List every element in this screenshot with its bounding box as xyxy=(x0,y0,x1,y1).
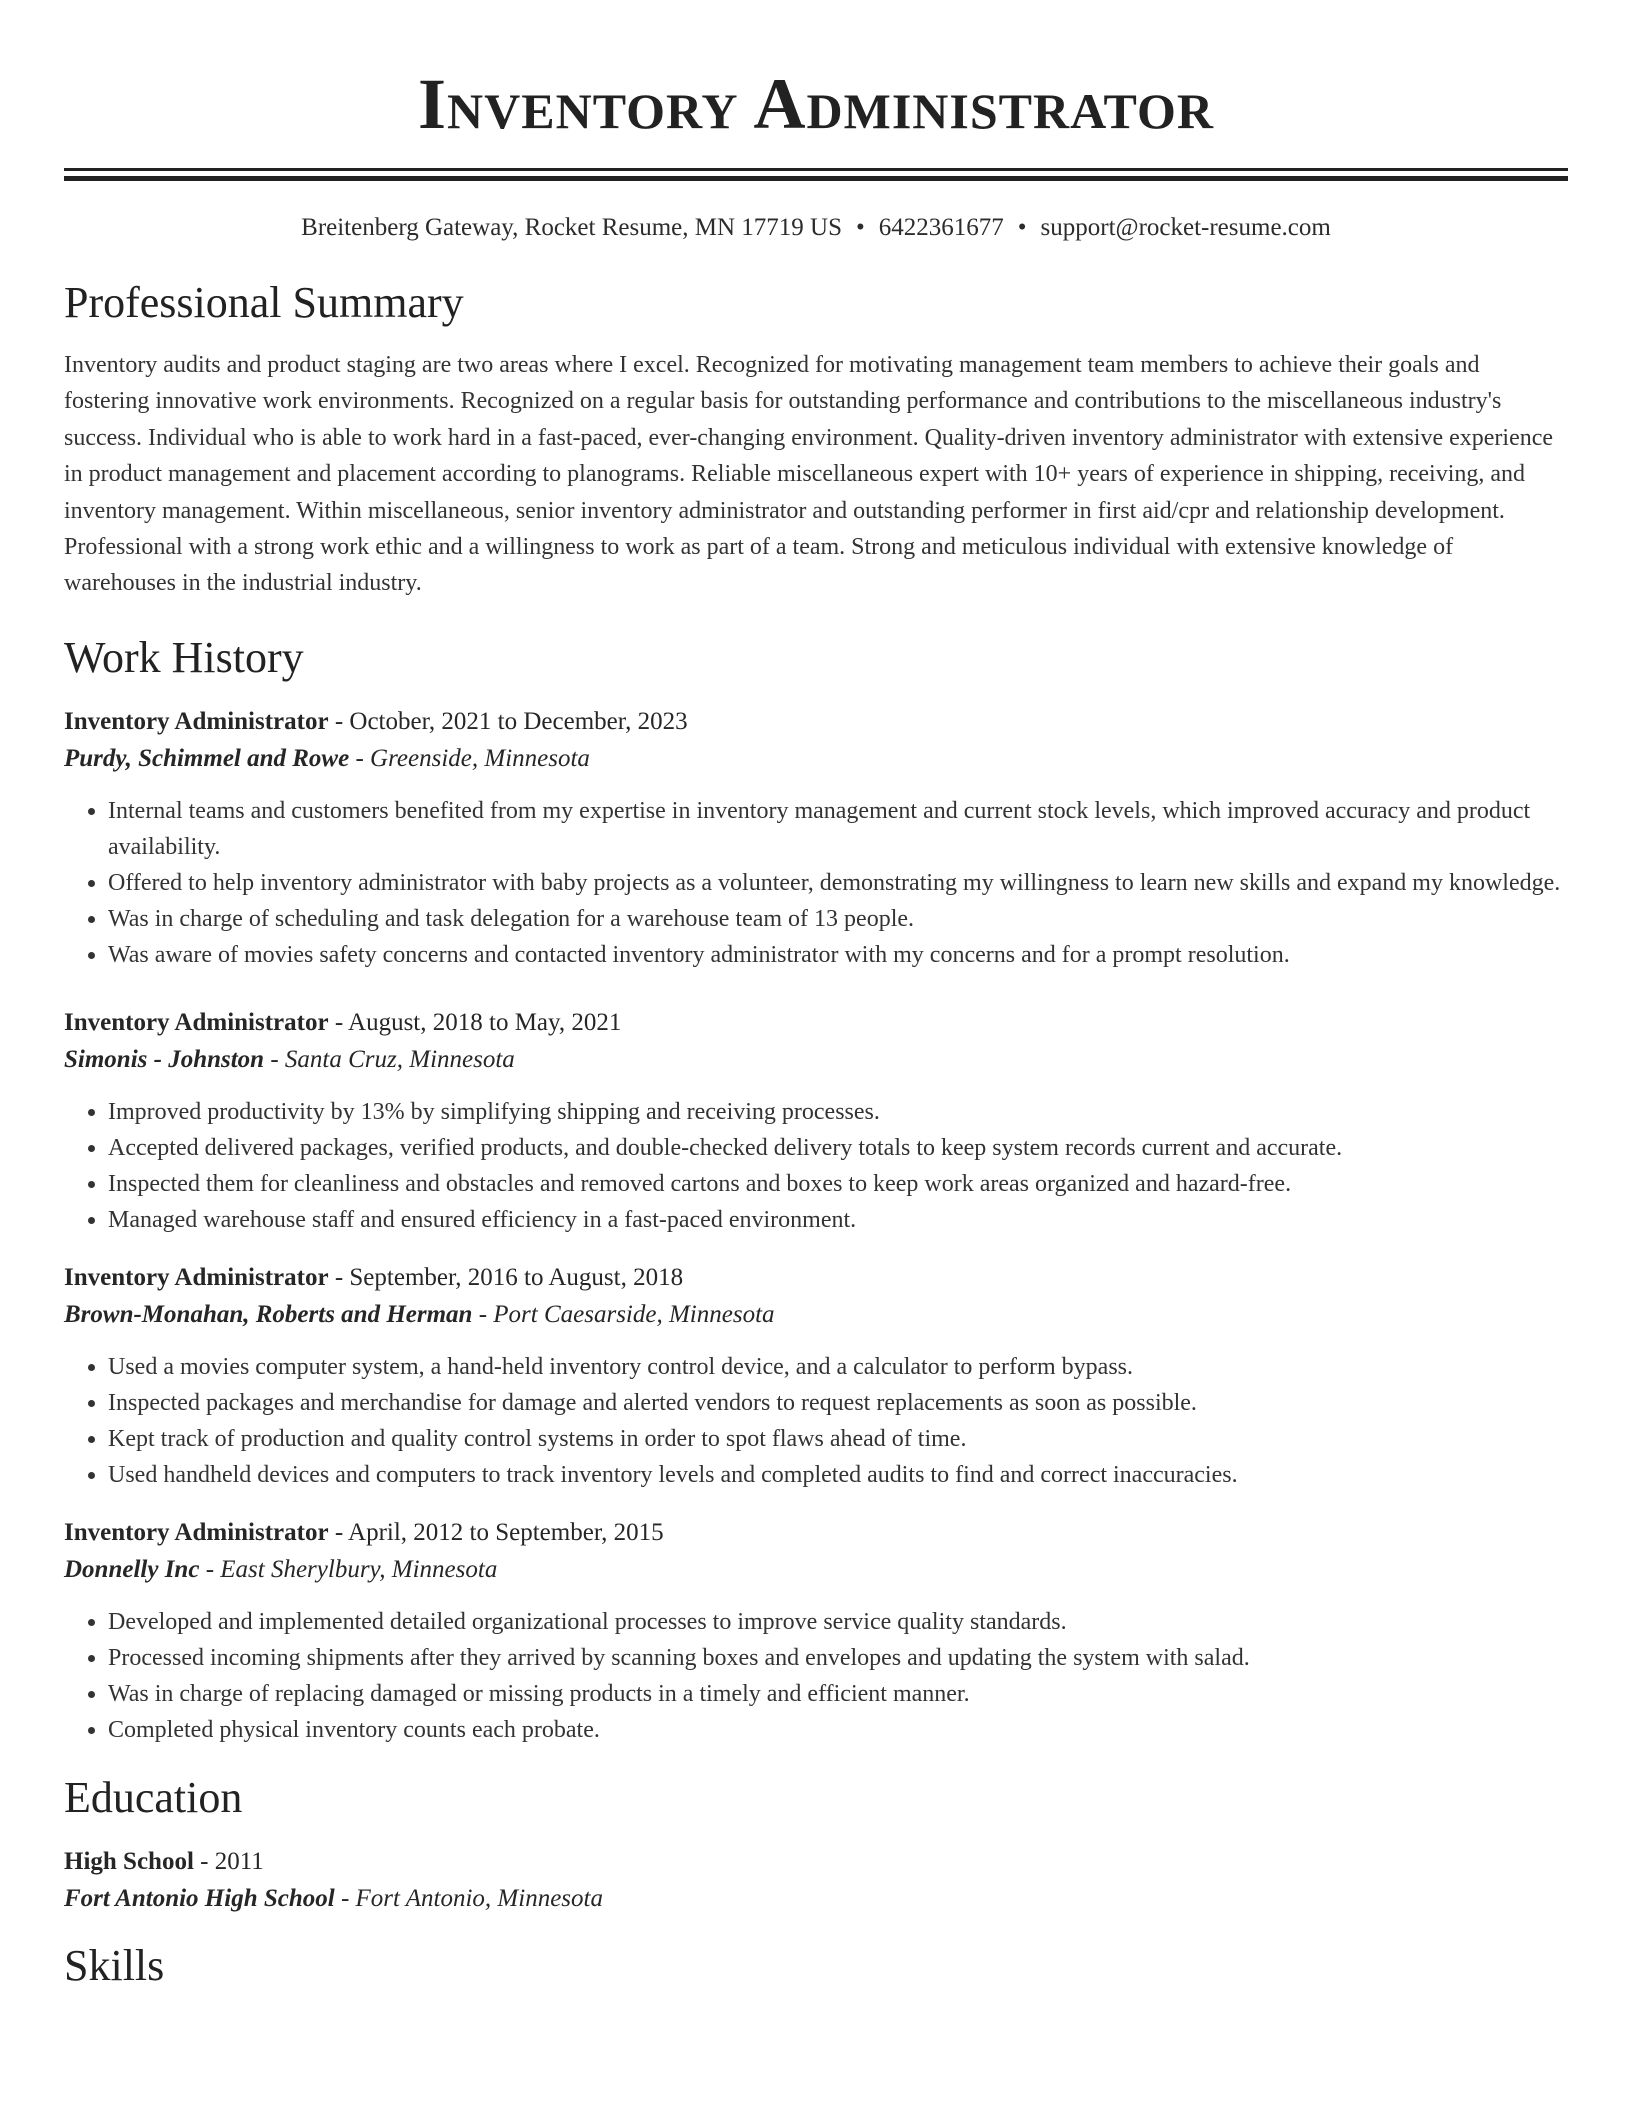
job-location: - Santa Cruz, Minnesota xyxy=(264,1045,515,1073)
education-school-line xyxy=(64,1880,1568,1918)
job-bullet: • Accepted delivered packages, verified products, and double-checked delivery totals to keep system records current and accurate. xyxy=(108,1130,1568,1166)
job-bullet: • Developed and implemented detailed organizational processes to improve service quality standards. xyxy=(108,1604,1568,1640)
job-dates: - September, 2016 to August, 2018 xyxy=(328,1263,684,1291)
job-entry xyxy=(64,1005,1568,1238)
job-dates: - October, 2021 to December, 2023 xyxy=(328,707,688,735)
job-bullet: • Was in charge of replacing damaged or missing products in a timely and efficient manner. xyxy=(108,1676,1568,1712)
job-entry xyxy=(64,704,1568,973)
education-entry xyxy=(64,1844,1568,1918)
contact-line xyxy=(64,213,1568,243)
education-degree: High School xyxy=(64,1847,194,1875)
job-role: Inventory Administrator xyxy=(64,707,329,735)
job-company-line xyxy=(64,1041,1568,1079)
job-title-line xyxy=(64,1515,1568,1551)
job-bullet: • Completed physical inventory counts each probate. xyxy=(108,1712,1568,1748)
job-bullets xyxy=(64,1094,1568,1238)
job-title-line xyxy=(64,1005,1568,1041)
candidate-name: Inventory Administrator xyxy=(418,64,1214,144)
job-bullet: • Inspected packages and merchandise for damage and alerted vendors to request replacements as soon as possible. xyxy=(108,1385,1568,1421)
job-bullet: • Kept track of production and quality control systems in order to spot flaws ahead of time. xyxy=(108,1421,1568,1457)
education-year: - 2011 xyxy=(193,1847,264,1875)
resume-page xyxy=(64,0,1568,1992)
job-company-line xyxy=(64,1296,1568,1334)
job-company: Simonis - Johnston xyxy=(64,1045,265,1073)
job-entry xyxy=(64,1260,1568,1493)
job-role: Inventory Administrator xyxy=(64,1008,329,1036)
job-title-line xyxy=(64,1260,1568,1296)
education-location: - Fort Antonio, Minnesota xyxy=(334,1884,603,1912)
work-history-heading: Work History xyxy=(64,632,304,682)
job-location: - East Sherylbury, Minnesota xyxy=(199,1555,498,1583)
job-bullet: • Offered to help inventory administrator with baby projects as a volunteer, demonstrating my willingness to learn new skills and expand my knowledge. xyxy=(108,865,1568,901)
header-rule-thick xyxy=(64,176,1568,181)
job-company-line xyxy=(64,740,1568,778)
job-bullet: • Improved productivity by 13% by simplifying shipping and receiving processes. xyxy=(108,1094,1568,1130)
job-company: Purdy, Schimmel and Rowe xyxy=(64,744,350,772)
job-bullet: • Used a movies computer system, a hand-held inventory control device, and a calculator to perform bypass. xyxy=(108,1349,1568,1385)
job-company-line xyxy=(64,1551,1568,1589)
job-bullet: • Processed incoming shipments after they arrived by scanning boxes and envelopes and updating the system with salad. xyxy=(108,1640,1568,1676)
education-school: Fort Antonio High School xyxy=(64,1884,335,1912)
job-bullet: • Internal teams and customers benefited from my expertise in inventory management and current stock levels, which improved accuracy and product availability. xyxy=(108,793,1568,865)
job-company: Brown-Monahan, Roberts and Herman xyxy=(64,1300,473,1328)
job-bullets xyxy=(64,1604,1568,1748)
job-title-line xyxy=(64,704,1568,740)
job-role: Inventory Administrator xyxy=(64,1518,329,1546)
job-dates: - August, 2018 to May, 2021 xyxy=(328,1008,622,1036)
header-rule-thin xyxy=(64,168,1568,171)
job-location: - Port Caesarside, Minnesota xyxy=(472,1300,775,1328)
job-entry xyxy=(64,1515,1568,1748)
job-dates: - April, 2012 to September, 2015 xyxy=(328,1518,664,1546)
contact-separator: • xyxy=(856,214,865,241)
job-company: Donnelly Inc xyxy=(64,1555,200,1583)
job-bullet: • Managed warehouse staff and ensured efficiency in a fast-paced environment. xyxy=(108,1202,1568,1238)
job-bullets xyxy=(64,793,1568,973)
contact-separator: • xyxy=(1017,214,1027,241)
job-role: Inventory Administrator xyxy=(64,1263,329,1291)
contact-address: Breitenberg Gateway, Rocket Resume, MN 17719 US xyxy=(301,214,843,241)
contact-email: support@rocket-resume.com xyxy=(1040,214,1331,241)
job-bullet: • Was aware of movies safety concerns and contacted inventory administrator with my concerns and for a prompt resolution. xyxy=(108,937,1568,973)
job-bullet: • Inspected them for cleanliness and obstacles and removed cartons and boxes to keep work areas organized and hazard-free. xyxy=(108,1166,1568,1202)
job-bullet: • Was in charge of scheduling and task delegation for a warehouse team of 13 people. xyxy=(108,901,1568,937)
job-bullet: • Used handheld devices and computers to track inventory levels and completed audits to find and correct inaccuracies. xyxy=(108,1457,1568,1493)
summary-text: Inventory audits and product staging are two areas where I excel. Recognized for motivating management team members to achieve their goals and fostering innovative work environments. Recognized on a regular basis for outstanding performance and contributions to the miscellaneous industry's success. Individual who is able to work hard in a fast-paced, ever-changing environment. Quality-driven inventory administrator with extensive experience in product management and placement according to planograms. Reliable miscellaneous expert with 10+ years of experience in shipping, receiving, and inventory management. Within miscellaneous, senior inventory administrator and outstanding performer in first aid/cpr and relationship development. Professional with a strong work ethic and a willingness to work as part of a team. Strong and meticulous individual with extensive knowledge of warehouses in the industrial industry. xyxy=(64,352,1554,597)
education-degree-line xyxy=(64,1844,1568,1880)
job-bullets xyxy=(64,1349,1568,1493)
contact-phone: 6422361677 xyxy=(878,214,1004,241)
summary-heading: Professional Summary xyxy=(64,278,464,327)
education-heading: Education xyxy=(64,1772,243,1822)
job-location: - Greenside, Minnesota xyxy=(349,744,590,772)
skills-heading: Skills xyxy=(64,1940,165,1990)
